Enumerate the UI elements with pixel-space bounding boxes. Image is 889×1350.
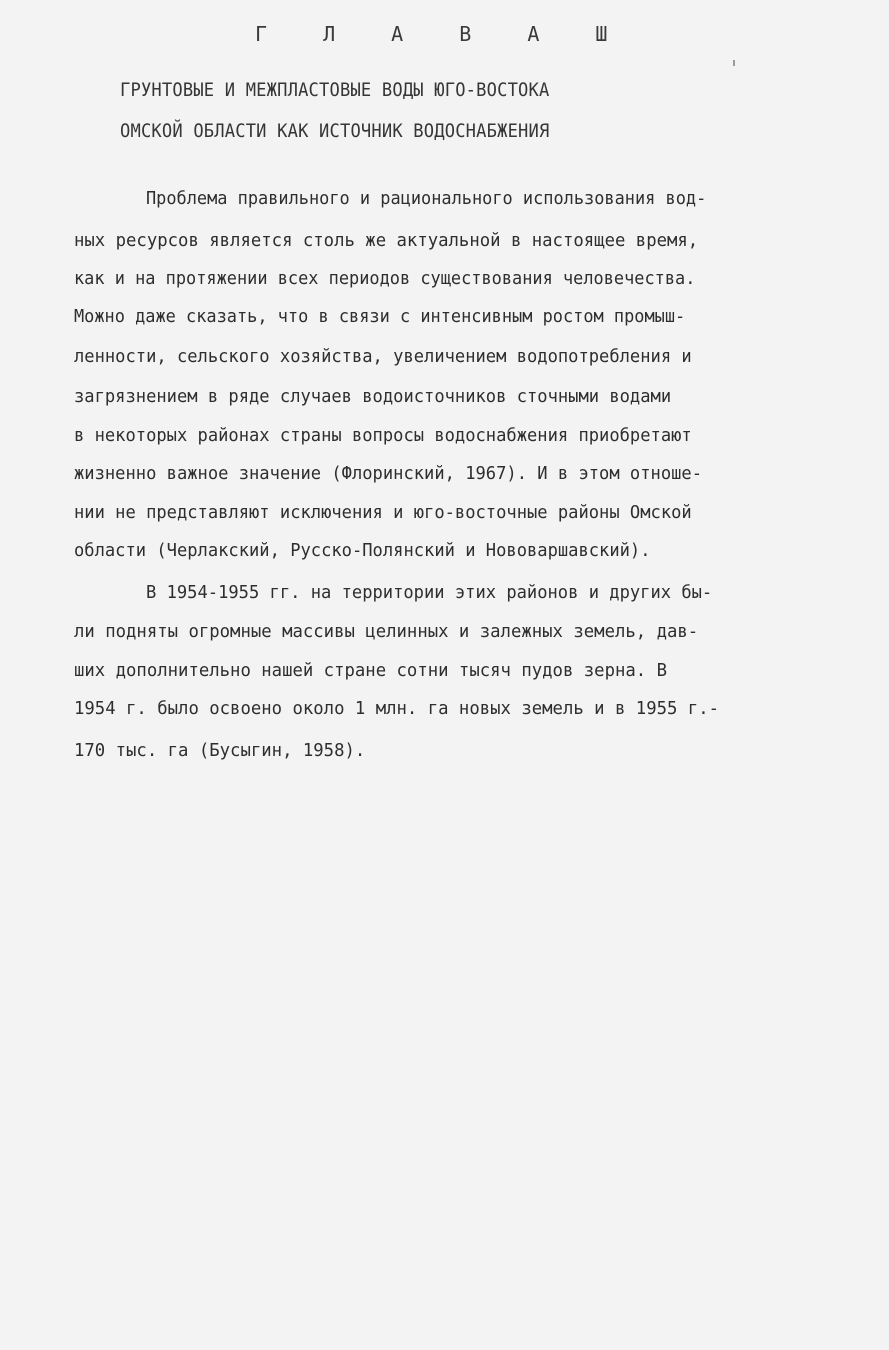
body-line: 170 тыс. га (Бусыгин, 1958). — [74, 740, 366, 761]
body-line: ших дополнительно нашей стране сотни тысяч пудов зерна. В — [74, 660, 668, 681]
body-line: жизненно важное значение (Флоринский, 1967). И в этом отноше- — [74, 463, 703, 484]
chapter-title-line-2: ОМСКОЙ ОБЛАСТИ КАК ИСТОЧНИК ВОДОСНАБЖЕНИЯ — [120, 120, 550, 142]
body-line: области (Черлакский, Русско-Полянский и Нововаршавский). — [74, 540, 651, 561]
body-line: загрязнением в ряде случаев водоисточников сточными водами — [74, 386, 672, 407]
body-line: В 1954-1955 гг. на территории этих районов и других бы- — [146, 582, 713, 603]
body-line: ли подняты огромные массивы целинных и залежных земель, дав- — [74, 621, 699, 642]
chapter-heading: Г Л А В А Ш — [255, 22, 630, 46]
body-line: как и на протяжении всех периодов существования человечества. — [74, 268, 696, 289]
body-line: 1954 г. было освоено около 1 млн. га новых земель и в 1955 г.- — [74, 698, 720, 719]
body-line: в некоторых районах страны вопросы водоснабжения приобретают — [74, 425, 692, 446]
body-line: ных ресурсов является столь же актуальной в настоящее время, — [74, 230, 699, 251]
chapter-title-line-1: ГРУНТОВЫЕ И МЕЖПЛАСТОВЫЕ ВОДЫ ЮГО-ВОСТОКА — [120, 79, 550, 101]
body-line: ленности, сельского хозяйства, увеличением водопотребления и — [74, 346, 692, 367]
body-line: Проблема правильного и рационального использования вод- — [146, 188, 707, 209]
paper-mark — [733, 60, 735, 66]
body-line: Можно даже сказать, что в связи с интенсивным ростом промыш- — [74, 306, 686, 327]
body-line: нии не представляют исключения и юго-восточные районы Омской — [74, 502, 692, 523]
